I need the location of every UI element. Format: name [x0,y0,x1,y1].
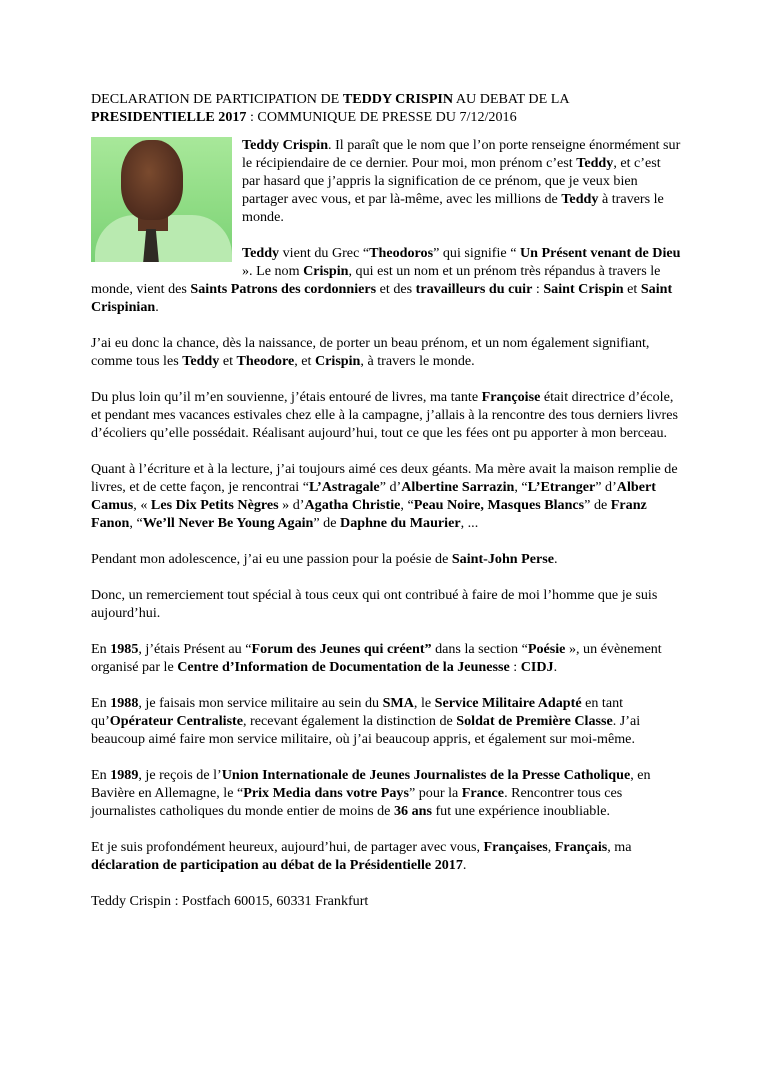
bold-text: Poésie [527,641,566,657]
text-run: , j’étais Présent au “ [138,641,252,657]
bold-text: Français [554,839,608,855]
bold-text: Franz Fanon [91,497,647,531]
text-run: vient du Grec “ [279,245,370,261]
text-run: . [462,857,467,873]
bold-text: 1989 [110,767,139,783]
bold-text: Les Dix Petits Nègres [150,497,279,513]
text-run: En [91,695,111,711]
text-run: , à travers le monde. [360,353,475,369]
text-run: En [91,641,111,657]
text-run: En [91,767,111,783]
bold-text: Teddy [576,155,614,171]
text-run: Quant à l’écriture et à la lecture, j’ai toujours aimé ces deux géants. Ma mère avait la maison remplie de livres, et de cette façon, je rencontrai “ [91,461,678,495]
text-run: , « [133,497,151,513]
bold-text: Forum des Jeunes qui créent” [251,641,432,657]
text-run: , “ [129,515,143,531]
text-run: , le [413,695,435,711]
bold-text: Theodoros [369,245,434,261]
text-run: , en Bavière en Allemagne, le “ [91,767,651,801]
bold-text: Centre d’Information de Documentation de la Jeunesse [177,659,510,675]
paragraph-closing [91,838,681,874]
text-run: était directrice d’école, et pendant mes vacances estivales chez elle à la campagne, j’allais à la rencontre des tous derniers livres d’écoliers qu’elle possédait. Réalisant aujourd’hui, tout ce que les fées ont pu apporter à mon berceau. [91,389,678,441]
document-body [91,90,681,928]
text-run: Et je suis profondément heureux, aujourd’hui, de partager avec vous, [91,839,484,855]
text-run: ” d’ [595,479,617,495]
bold-text: Saint Crispin [543,281,624,297]
text-run: ». Le nom [242,263,304,279]
text-run: Du plus loin qu’il m’en souvienne, j’étais entouré de livres, ma tante [91,389,482,405]
portrait-photo [91,137,232,262]
text-run: ” d’ [379,479,402,495]
text-run: et des [376,281,416,297]
text-run: fut une expérience inoubliable. [431,803,611,819]
bold-text: Albertine Sarrazin [401,479,515,495]
bold-text: Union Internationale de Jeunes Journalistes de la Presse Catholique [221,767,631,783]
text-run: , et [294,353,315,369]
bold-text: Crispin [314,353,361,369]
text-run: , [547,839,555,855]
bold-text: 1985 [110,641,139,657]
text-run: : [509,659,521,675]
text-run: ” de [584,497,611,513]
text-run: et [219,353,237,369]
text-run: , et c’est par hasard que j’appris la signification de ce prénom, que je veux bien partager avec vous, et par là-même, avec les millions de [242,155,661,207]
paragraph-poetry [91,550,681,568]
text-run: J’ai eu donc la chance, dès la naissance, de porter un beau prénom, et un nom également signifiant, comme tous les [91,335,650,369]
text-run: , “ [514,479,528,495]
bold-text: SMA [382,695,414,711]
text-run: Teddy Crispin : Postfach 60015, 60331 Frankfurt [91,893,369,909]
bold-text: L’Astragale [308,479,380,495]
bold-text: déclaration de participation au débat de la Présidentielle 2017 [91,857,463,873]
text-run: , ma [607,839,632,855]
bold-text: Teddy Crispin [242,137,329,153]
bold-text: Un Présent venant de Dieu [519,245,681,261]
text-run: Pendant mon adolescence, j’ai eu une passion pour la poésie de [91,551,452,567]
text-run: dans la section “ [431,641,528,657]
text-run: , je faisais mon service militaire au sein du [138,695,383,711]
bold-text: Teddy [242,245,280,261]
text-run: . [155,299,159,315]
bold-text: 1988 [110,695,139,711]
bold-text: Service Militaire Adapté [434,695,582,711]
bold-text: Crispin [303,263,349,279]
text-run: . [554,551,558,567]
bold-text: CIDJ [520,659,554,675]
text-run: ” qui signifie “ [433,245,520,261]
bold-text: L’Etranger [527,479,596,495]
text-run: en tant qu’ [91,695,624,729]
paragraph-reading [91,460,681,532]
paragraph-childhood [91,388,681,442]
bold-text: Albert Camus [91,479,656,513]
text-run: . J’ai beaucoup aimé faire mon service militaire, où j’ai beaucoup appris, et également sur moi-même. [91,713,641,747]
bold-text: We’ll Never Be Young Again [142,515,314,531]
bold-text: France [461,785,505,801]
bold-text: Saints Patrons des cordonniers [190,281,377,297]
paragraph-address [91,892,681,910]
bold-text: Opérateur Centraliste [109,713,243,729]
text-run: , ... [460,515,479,531]
bold-text: Françaises [483,839,548,855]
text-run: . Rencontrer tous ces journalistes catholiques du monde entier de moins de [91,785,623,819]
text-run: ” de [313,515,341,531]
text-run: , je reçois de l’ [138,767,222,783]
text-run: . [553,659,558,675]
text-run: ” pour la [408,785,462,801]
text-run: : [532,281,544,297]
bold-text: Teddy [182,353,220,369]
text-run: Donc, un remerciement tout spécial à tous ceux qui ont contribué à faire de moi l’homme que je suis aujourd’hui. [91,587,658,621]
text-run: , qui est un nom et un prénom très répandus à travers le monde, vient des [91,263,661,297]
paragraph-chance [91,334,681,370]
bold-text: Agatha Christie [304,497,401,513]
text-run: à travers le monde. [242,191,664,225]
bold-text: Saint Crispinian [91,281,673,315]
bold-text: Françoise [481,389,541,405]
bold-text: Prix Media dans votre Pays [243,785,409,801]
text-run: » d’ [278,497,305,513]
bold-text: Peau Noire, Masques Blancs [413,497,585,513]
paragraph-1988 [91,694,681,748]
bold-text: Soldat de Première Classe [456,713,613,729]
text-run: , “ [400,497,414,513]
bold-text: Saint-John Perse [451,551,555,567]
paragraph-1985 [91,640,681,676]
text-run: . Il paraît que le nom que l’on porte renseigne énormément sur le récipiendaire de ce dernier. Pour moi, mon prénom c’est [242,137,681,171]
bold-text: travailleurs du cuir [415,281,533,297]
paragraph-thanks [91,586,681,622]
paragraph-1989 [91,766,681,820]
document-heading: DECLARATION DE PARTICIPATION DE TEDDY CRISPIN AU DEBAT DE LA PRESIDENTIELLE 2017 : COMMUNIQUE DE PRESSE DU 7/12/2016 [91,91,570,125]
text-run: , recevant également la distinction de [243,713,457,729]
bold-text: Theodore [236,353,295,369]
text-run: et [623,281,641,297]
bold-text: Teddy [561,191,599,207]
bold-text: Daphne du Maurier [340,515,461,531]
bold-text: 36 ans [393,803,432,819]
photo-face [121,140,183,220]
text-run: », un évènement organisé par le [91,641,662,675]
